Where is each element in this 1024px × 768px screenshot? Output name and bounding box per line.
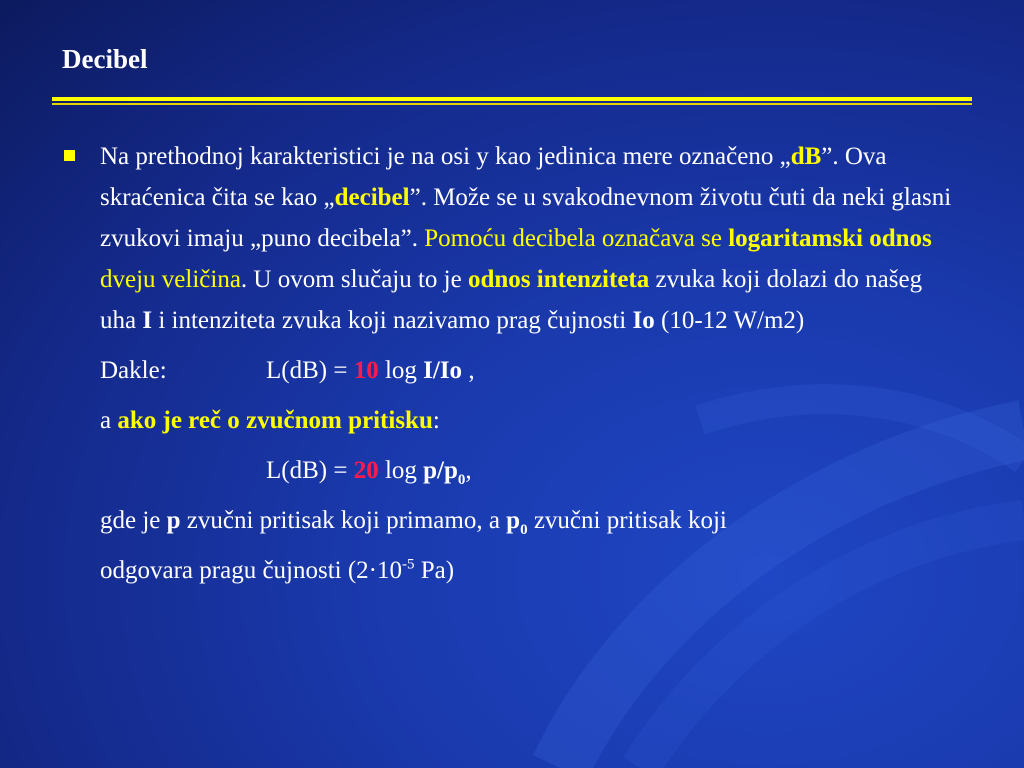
term-db: dB	[790, 143, 822, 170]
paragraph-definition: Na prethodnoj karakteristici je na osi y kao jedinica mere označeno „dB”. Ova skraćenica čita se kao „decibel”. Može se u svakodnevnom životu čuti da neki glasni zvukovi imaju „puno decibela”. Pomoću decibela označava se logaritamski odnos dveju veličina. U ovom slučaju to je odnos intenziteta zvuka koji dolazi do našeg uha I i intenziteta zvuka koji nazivamo prag čujnosti Io (10-12 W/m2)	[100, 143, 952, 334]
slide-title: Decibel	[62, 44, 148, 74]
formula-intensity: Dakle: L(dB) = 10 log I/Io ,	[100, 357, 475, 384]
formula-pressure: L(dB) = 20 $\log p/p_0$,	[266, 457, 472, 488]
threshold-line: odgovara pragu čujnosti ($2\cdot 10^{-5}$ Pa)	[100, 556, 455, 584]
coefficient-20: 20	[353, 457, 379, 484]
title-underline-thin	[52, 103, 972, 105]
pressure-intro: a ako je reč o zvučnom pritisku:	[100, 407, 440, 434]
pressure-explanation: gde je p zvučni pritisak koji primamo, a $p_0$ zvučni pritisak koji	[100, 507, 727, 538]
coefficient-10: 10	[353, 357, 379, 384]
title-underline	[52, 97, 972, 101]
slide-body	[100, 136, 960, 591]
term-log-ratio: logaritamski odnos	[728, 225, 932, 252]
term-intensity-ratio: odnos intenziteta	[467, 266, 650, 293]
term-decibel: decibel	[334, 184, 410, 211]
bullet-square-icon	[64, 150, 75, 161]
